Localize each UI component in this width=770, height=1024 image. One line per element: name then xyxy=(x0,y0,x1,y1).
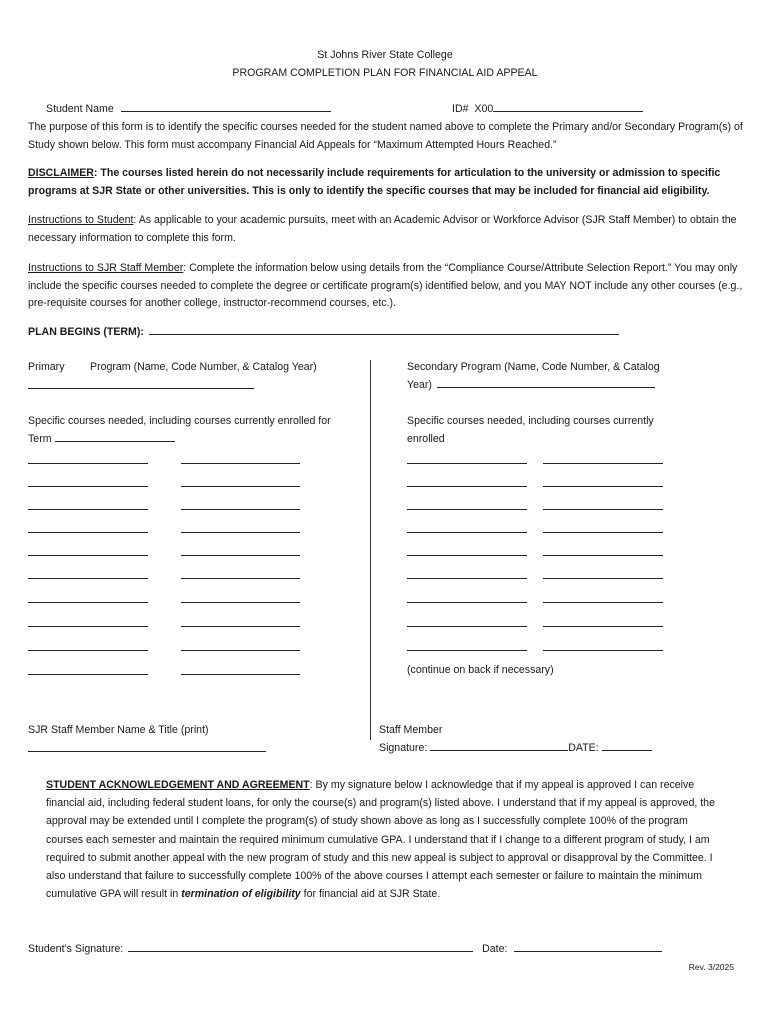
instructions-staff-text: : Complete the information below using details from the “Compliance Course/Attribute Selection Report.” You may only include the specific courses needed to complete the degree or certificate program(s) identified below, and you MAY NOT include any other courses (e.g., pre-requisite courses for another college, instructor-recommend courses, etc.). xyxy=(28,262,743,309)
student-signature-label: Student’s Signature: xyxy=(28,943,124,955)
primary-course-line[interactable] xyxy=(181,650,300,651)
staff-signature-field[interactable] xyxy=(430,739,568,751)
primary-course-line[interactable] xyxy=(28,650,148,651)
secondary-course-line[interactable] xyxy=(543,486,663,487)
primary-course-line[interactable] xyxy=(28,486,148,487)
secondary-course-line[interactable] xyxy=(407,650,527,651)
primary-course-line[interactable] xyxy=(181,486,300,487)
primary-program-label: Program (Name, Code Number, & Catalog Year) xyxy=(90,361,317,373)
staff-member-label: Staff Member xyxy=(379,724,443,736)
primary-course-line[interactable] xyxy=(181,674,300,675)
revision-note: Rev. 3/2025 xyxy=(688,962,734,972)
primary-program-field[interactable] xyxy=(28,388,254,389)
primary-course-line[interactable] xyxy=(28,602,148,603)
purpose-paragraph: The purpose of this form is to identify the specific courses needed for the student named above to complete the Primary and/or Secondary Program(s) of Study shown below. This form must accompany Financial Aid Appeals for “Maximum Attempted Hours Reached.” xyxy=(28,121,743,151)
primary-term-row xyxy=(28,430,175,448)
primary-term-field[interactable] xyxy=(55,430,175,442)
student-id-label: ID# xyxy=(452,103,469,115)
staff-signature-label: Signature: xyxy=(379,742,428,754)
secondary-course-line[interactable] xyxy=(407,602,527,603)
secondary-program-row xyxy=(407,376,655,394)
staff-name-title-label: SJR Staff Member Name & Title (print) xyxy=(28,724,209,736)
staff-date-field[interactable] xyxy=(602,739,652,751)
continue-note: (continue on back if necessary) xyxy=(407,664,554,676)
staff-date-label: DATE: xyxy=(568,742,599,754)
student-name-label: Student Name xyxy=(46,103,114,115)
primary-course-line[interactable] xyxy=(28,578,148,579)
secondary-program-label-line2: Year) xyxy=(407,379,432,391)
secondary-course-line[interactable] xyxy=(543,626,663,627)
college-name: St Johns River State College xyxy=(317,49,453,61)
instructions-student-text: : As applicable to your academic pursuits, meet with an Academic Advisor or Workforce Advisor (SJR Staff Member) to obtain the necessary information to complete this form. xyxy=(28,214,737,244)
student-name-field[interactable] xyxy=(121,100,331,112)
primary-courses-label: Specific courses needed, including courses currently enrolled for xyxy=(28,415,331,427)
student-signature-field[interactable] xyxy=(128,940,473,952)
instructions-student-label: Instructions to Student xyxy=(28,214,134,226)
primary-course-line[interactable] xyxy=(181,509,300,510)
instructions-staff-label: Instructions to SJR Staff Member xyxy=(28,262,184,274)
secondary-program-field[interactable] xyxy=(437,376,655,388)
primary-label: Primary xyxy=(28,361,65,373)
student-id-field[interactable] xyxy=(493,100,643,112)
secondary-course-line[interactable] xyxy=(407,463,527,464)
secondary-course-line[interactable] xyxy=(543,532,663,533)
instructions-staff-paragraph xyxy=(28,260,744,313)
secondary-courses-label-line1: Specific courses needed, including courses currently xyxy=(407,415,654,427)
primary-course-line[interactable] xyxy=(28,509,148,510)
disclaimer-text: : The courses listed herein do not necessarily include requirements for articulation to the university or admission to specific programs at SJR State or other universities. This is only to identify the specific courses that may be included for financial aid eligibility. xyxy=(28,167,721,197)
acknowledgement-emphasis: termination of eligibility xyxy=(181,888,301,901)
staff-name-title-field[interactable] xyxy=(28,751,266,752)
primary-course-line[interactable] xyxy=(28,463,148,464)
primary-course-line[interactable] xyxy=(28,674,148,675)
secondary-course-line[interactable] xyxy=(407,532,527,533)
primary-course-line[interactable] xyxy=(181,626,300,627)
plan-begins-label: PLAN BEGINS (TERM): xyxy=(28,326,144,338)
student-id-prefix: X00 xyxy=(474,103,494,115)
secondary-course-line[interactable] xyxy=(407,486,527,487)
secondary-course-line[interactable] xyxy=(543,555,663,556)
secondary-course-line[interactable] xyxy=(543,602,663,603)
column-divider xyxy=(370,360,371,740)
secondary-course-line[interactable] xyxy=(407,578,527,579)
secondary-course-line[interactable] xyxy=(407,509,527,510)
secondary-course-line[interactable] xyxy=(407,555,527,556)
student-id-row xyxy=(452,100,643,118)
plan-begins-field[interactable] xyxy=(149,323,619,335)
student-name-row xyxy=(46,100,331,118)
primary-term-label: Term xyxy=(28,433,52,445)
acknowledgement-title: STUDENT ACKNOWLEDGEMENT AND AGREEMENT xyxy=(46,779,310,791)
primary-course-line[interactable] xyxy=(28,532,148,533)
secondary-course-line[interactable] xyxy=(543,578,663,579)
primary-course-line[interactable] xyxy=(181,555,300,556)
acknowledgement-text-1: : By my signature below I acknowledge that if my appeal is approved I can receive financial aid, including federal student loans, for only the course(s) and program(s) listed above. I understand that if my appeal is approved, the approval may be extended until I complete the program(s) of study shown above as long as I successfully complete 100% of the program courses each semester and maintain the required minimum cumulative GPA. I understand that if I change to a different program of study, I am required to submit another appeal with the new program of study and this new appeal is subject to approval or disapproval by the Committee. I also understand that failure to successfully complete 100% of the above courses I attempt each semester or failure to maintain the minimum cumulative GPA will result in xyxy=(46,779,715,901)
primary-course-line[interactable] xyxy=(181,578,300,579)
student-signature-row xyxy=(28,940,662,958)
secondary-course-line[interactable] xyxy=(407,626,527,627)
acknowledgement-paragraph xyxy=(46,776,726,903)
secondary-program-label-line1: Secondary Program (Name, Code Number, & Catalog xyxy=(407,361,660,373)
primary-course-line[interactable] xyxy=(181,602,300,603)
disclaimer-paragraph xyxy=(28,165,744,200)
primary-course-line[interactable] xyxy=(28,626,148,627)
disclaimer-label: DISCLAIMER xyxy=(28,167,94,179)
secondary-courses-label-line2: enrolled xyxy=(407,433,445,445)
secondary-course-line[interactable] xyxy=(543,650,663,651)
form-title: PROGRAM COMPLETION PLAN FOR FINANCIAL AID APPEAL xyxy=(232,67,538,79)
primary-course-line[interactable] xyxy=(181,532,300,533)
instructions-student-paragraph xyxy=(28,212,744,247)
primary-course-line[interactable] xyxy=(28,555,148,556)
staff-signature-row xyxy=(379,739,652,757)
plan-begins-row xyxy=(28,323,619,341)
primary-course-line[interactable] xyxy=(181,463,300,464)
student-date-label: Date: xyxy=(482,943,508,955)
secondary-course-line[interactable] xyxy=(543,463,663,464)
secondary-course-line[interactable] xyxy=(543,509,663,510)
acknowledgement-text-2: for financial aid at SJR State. xyxy=(300,888,441,901)
student-date-field[interactable] xyxy=(514,940,662,952)
